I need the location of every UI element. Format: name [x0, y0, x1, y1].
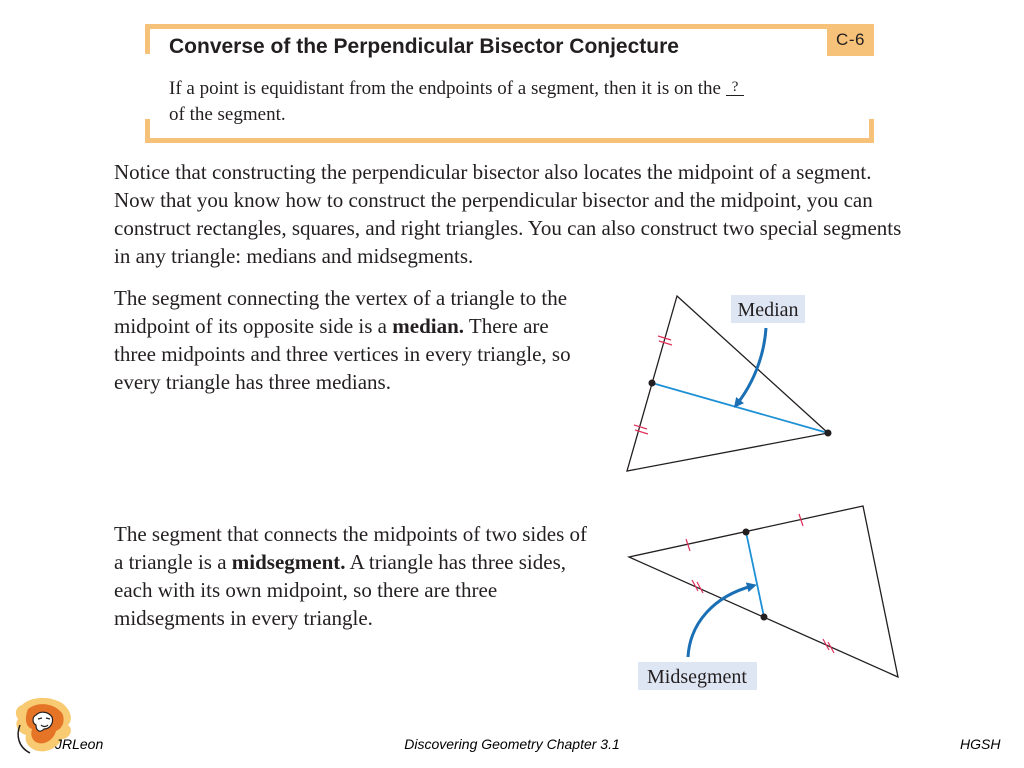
midsegment-tick-marks	[686, 514, 834, 653]
median-segment	[652, 383, 828, 433]
midsegment-midpoint-bottom	[761, 614, 768, 621]
midsegment-segment	[746, 532, 764, 617]
median-midpoint	[649, 380, 656, 387]
conjecture-text-after: of the segment.	[169, 104, 286, 125]
midsegment-triangle	[629, 506, 898, 677]
midsegment-arrow	[688, 586, 752, 657]
footer-title: Discovering Geometry Chapter 3.1	[404, 736, 620, 752]
footer-school: HGSH	[960, 736, 1001, 752]
median-term: median.	[392, 314, 465, 338]
conjecture-tag: C-6	[827, 24, 874, 56]
median-text-after: There are three midpoints and three vertices in every triangle, so every triangle has three medians.	[114, 314, 571, 394]
conjecture-text-before: If a point is equidistant from the endpoints of a segment, then it is on the	[169, 78, 721, 99]
midsegment-text-before: The segment that connects the midpoints of two sides of a triangle is a	[114, 522, 587, 574]
midsegment-term: midsegment.	[231, 550, 346, 574]
median-label: Median	[737, 299, 799, 321]
conjecture-blank: ?	[726, 79, 745, 96]
midsegment-midpoint-top	[743, 529, 750, 536]
midsegment-text-after: A triangle has three sides, each with its own midpoint, so there are three midsegments in every triangle.	[114, 550, 566, 630]
median-text-before: The segment connecting the vertex of a triangle to the midpoint of its opposite side is a	[114, 286, 568, 338]
midsegment-label: Midsegment	[647, 666, 747, 688]
median-diagram	[627, 295, 832, 471]
intro-paragraph: Notice that constructing the perpendicular bisector also locates the midpoint of a segment. Now that you know how to construct the perpendicular bisector and the midpoint, you can construct rectangles, squares, and right triangles. You can also construct two special segments in any triangle: medians and midsegments.	[114, 160, 902, 268]
median-vertex	[825, 430, 832, 437]
conjecture-title: Converse of the Perpendicular Bisector Conjecture	[169, 35, 679, 58]
footer-author: JRLeon	[55, 736, 104, 752]
midsegment-diagram	[629, 506, 898, 690]
median-arrow	[737, 328, 766, 404]
